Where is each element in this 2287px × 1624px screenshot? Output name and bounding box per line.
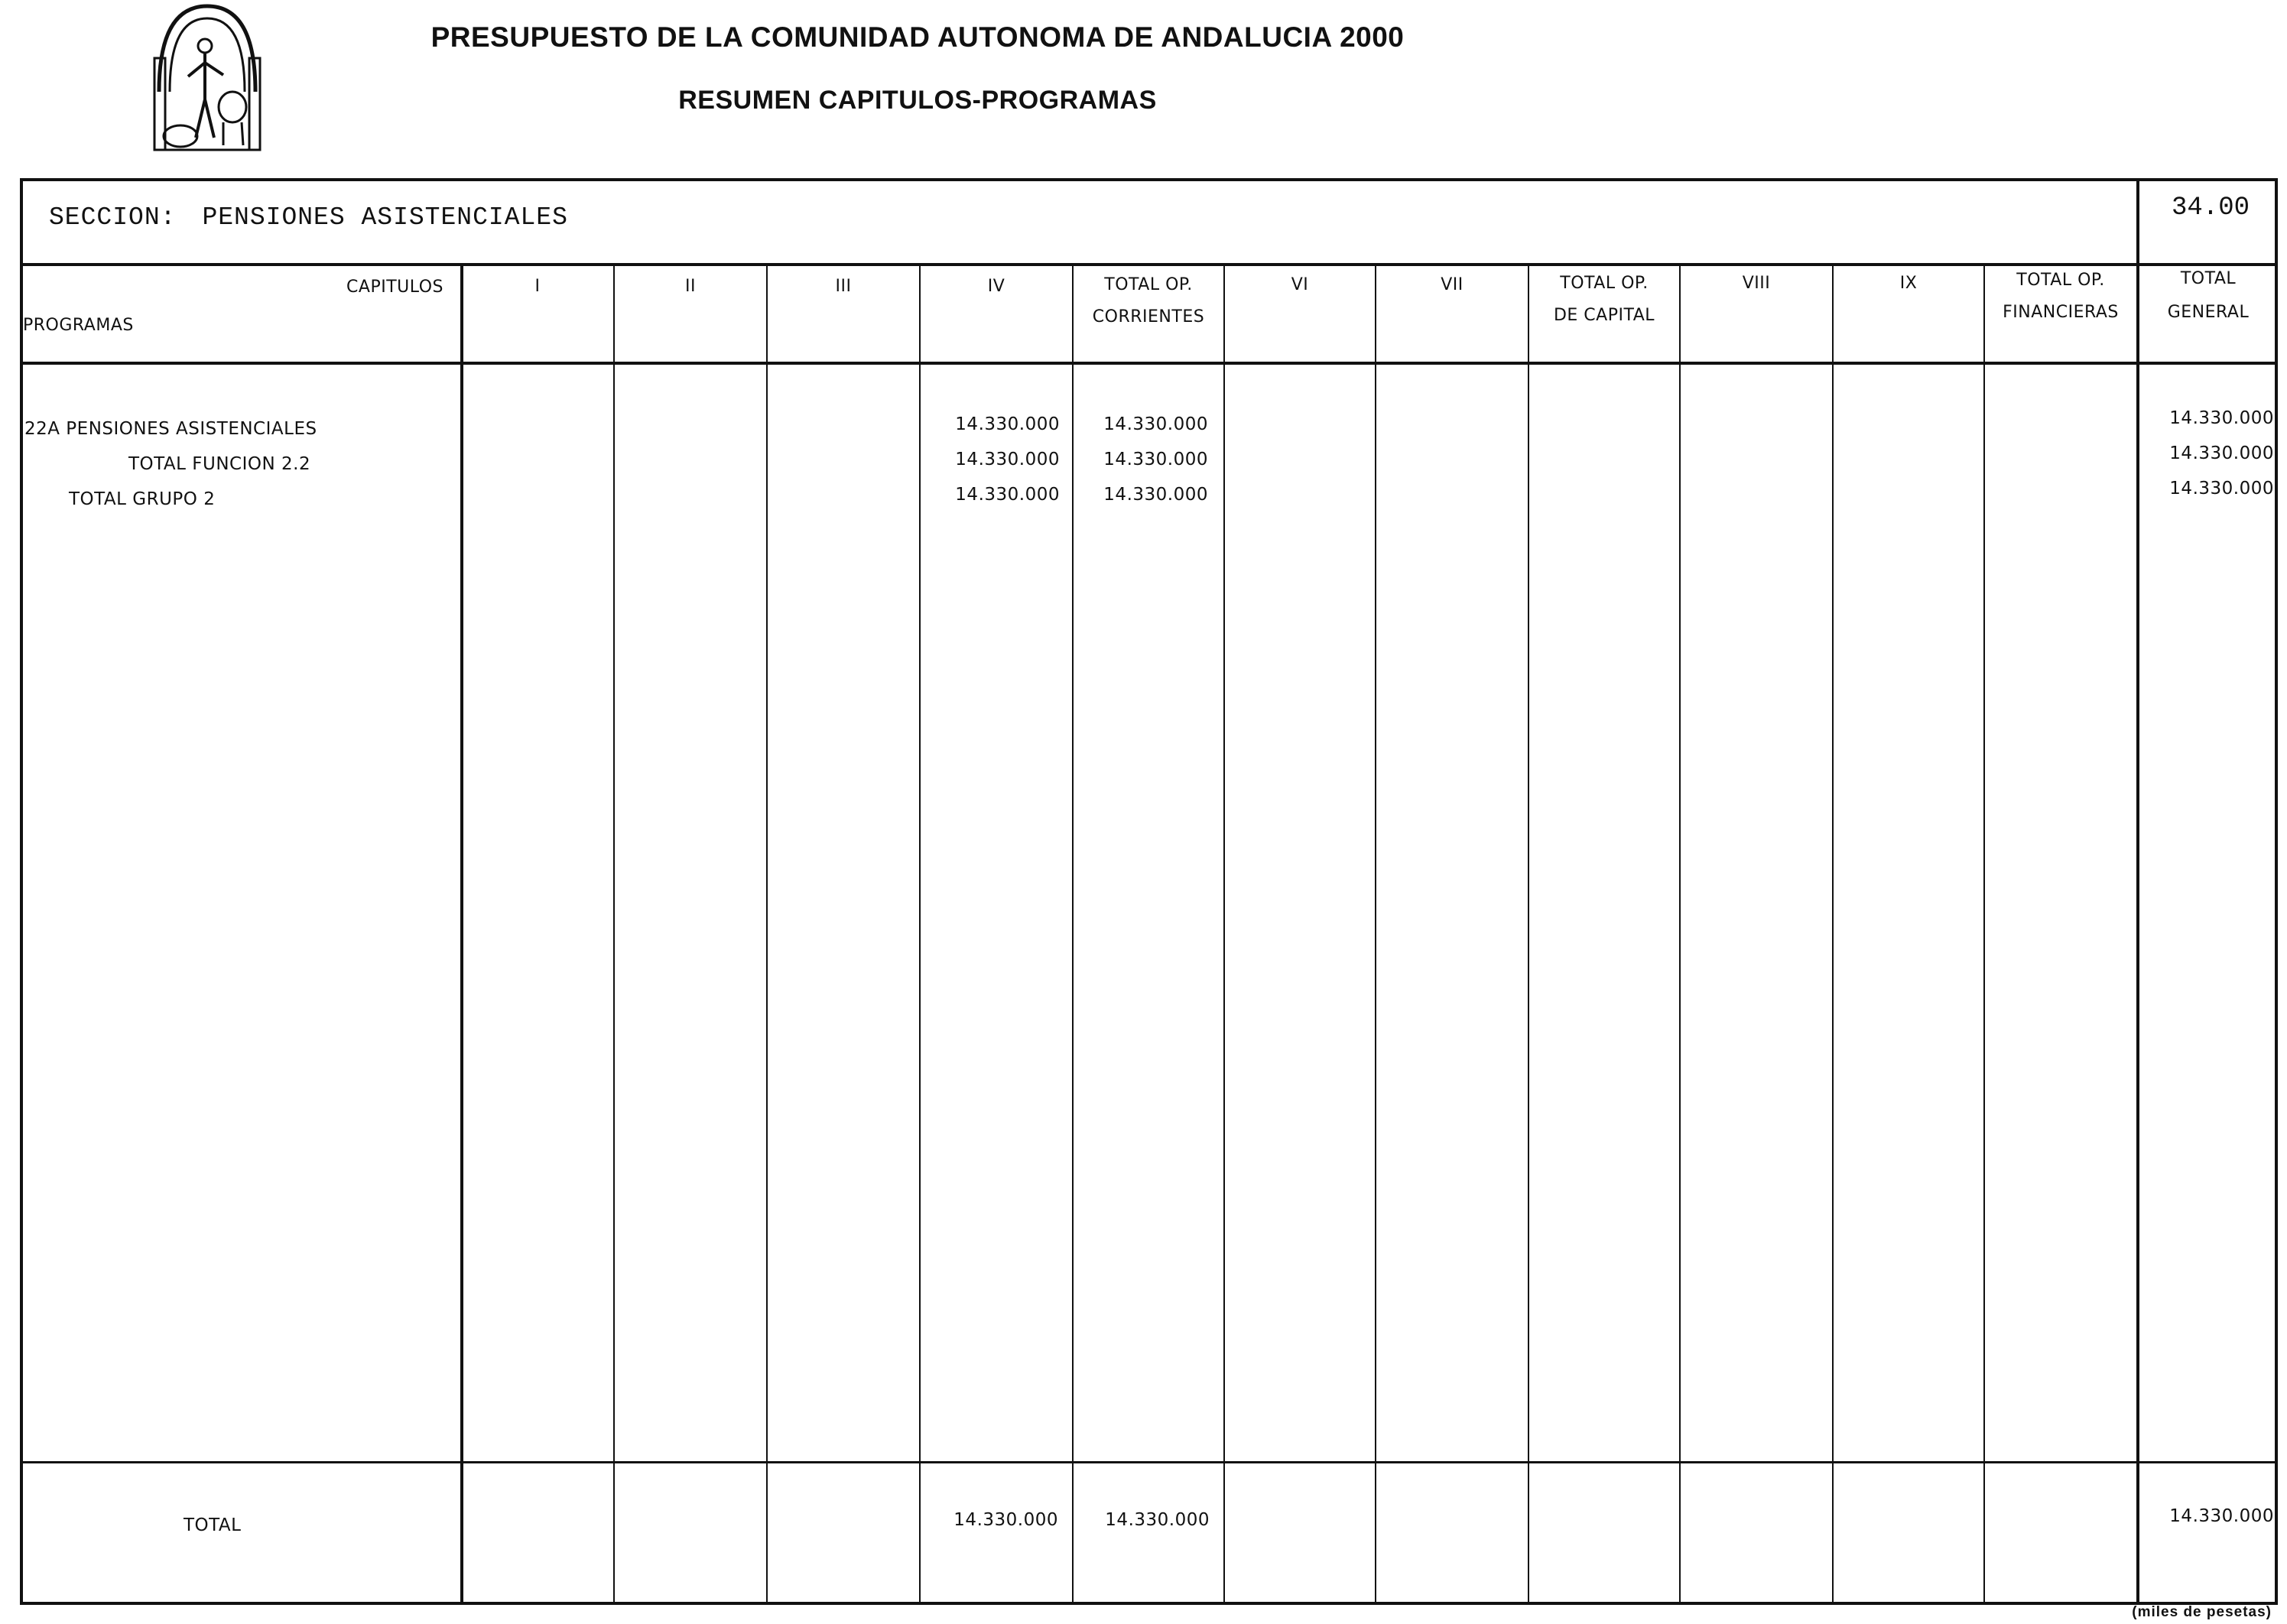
row-grupo-iv: 14.330.000 (955, 485, 1060, 505)
row-program-total-corrientes: 14.330.000 (1103, 414, 1208, 434)
header-cap-viii: VIII (1742, 274, 1771, 293)
header-total-op-financieras-l2: FINANCIERAS (2003, 303, 2119, 322)
total-row-divider (20, 1461, 2278, 1463)
header-total-op-capital-l2: DE CAPITAL (1553, 306, 1655, 325)
section-name: PENSIONES ASISTENCIALES (202, 203, 568, 232)
section-code: 34.00 (2172, 193, 2250, 222)
section-label: SECCION: (49, 203, 177, 232)
row-funcion-iv: 14.330.000 (955, 450, 1060, 469)
header-total-op-corrientes-l1: TOTAL OP. (1104, 275, 1193, 294)
row-label-total-grupo: TOTAL GRUPO 2 (69, 489, 216, 509)
row-program-iv: 14.330.000 (955, 414, 1060, 434)
page-title: PRESUPUESTO DE LA COMUNIDAD AUTONOMA DE ANDALUCIA 2000 (430, 21, 1405, 53)
col-divider-vii (1528, 263, 1529, 1605)
header-total-op-corrientes-l2: CORRIENTES (1092, 307, 1205, 326)
header-cap-i: I (534, 277, 541, 296)
total-row-total-corrientes: 14.330.000 (1105, 1510, 1210, 1530)
row-program-total-general: 14.330.000 (2169, 408, 2274, 428)
header-programas: PROGRAMAS (23, 316, 134, 335)
row-funcion-total-corrientes: 14.330.000 (1103, 450, 1208, 469)
header-cap-iii: III (835, 277, 852, 296)
header-capitulos: CAPITULOS (346, 278, 443, 297)
header-cap-iv: IV (987, 277, 1005, 296)
header-total-general-l2: GENERAL (2167, 303, 2250, 322)
total-row-total-general: 14.330.000 (2169, 1506, 2274, 1526)
col-divider-toc (1223, 263, 1225, 1605)
row-label-program: 22A PENSIONES ASISTENCIALES (24, 419, 317, 439)
header-total-op-capital-l1: TOTAL OP. (1560, 274, 1649, 293)
row-grupo-total-corrientes: 14.330.000 (1103, 485, 1208, 505)
col-divider-tcap (1679, 263, 1681, 1605)
column-header-divider (20, 362, 2278, 365)
page-subtitle: RESUMEN CAPITULOS-PROGRAMAS (678, 86, 1157, 115)
budget-table-frame (20, 178, 2278, 1605)
header-cap-ix: IX (1899, 274, 1918, 293)
row-funcion-total-general: 14.330.000 (2169, 443, 2274, 463)
section-code-divider (2136, 178, 2139, 1605)
units-note: (miles de pesetas) (2132, 1604, 2272, 1620)
col-divider-vi (1375, 263, 1376, 1605)
row-grupo-total-general: 14.330.000 (2169, 479, 2274, 499)
section-header-divider (20, 263, 2278, 266)
col-divider-ii (766, 263, 768, 1605)
header-cap-vi: VI (1291, 275, 1309, 294)
col-divider-viii (1832, 263, 1834, 1605)
header-total-general-l1: TOTAL (2180, 269, 2237, 288)
header-cap-ii: II (685, 277, 696, 296)
row-label-total-funcion: TOTAL FUNCION 2.2 (128, 454, 311, 474)
header-total-op-financieras-l1: TOTAL OP. (2016, 271, 2105, 290)
total-row-iv: 14.330.000 (953, 1510, 1058, 1530)
col-divider-i (613, 263, 615, 1605)
col-divider-ix (1983, 263, 1985, 1605)
total-row-label: TOTAL (184, 1515, 242, 1535)
header-cap-vii: VII (1441, 275, 1463, 294)
section-line (49, 203, 568, 232)
col-divider-programas (460, 263, 463, 1605)
